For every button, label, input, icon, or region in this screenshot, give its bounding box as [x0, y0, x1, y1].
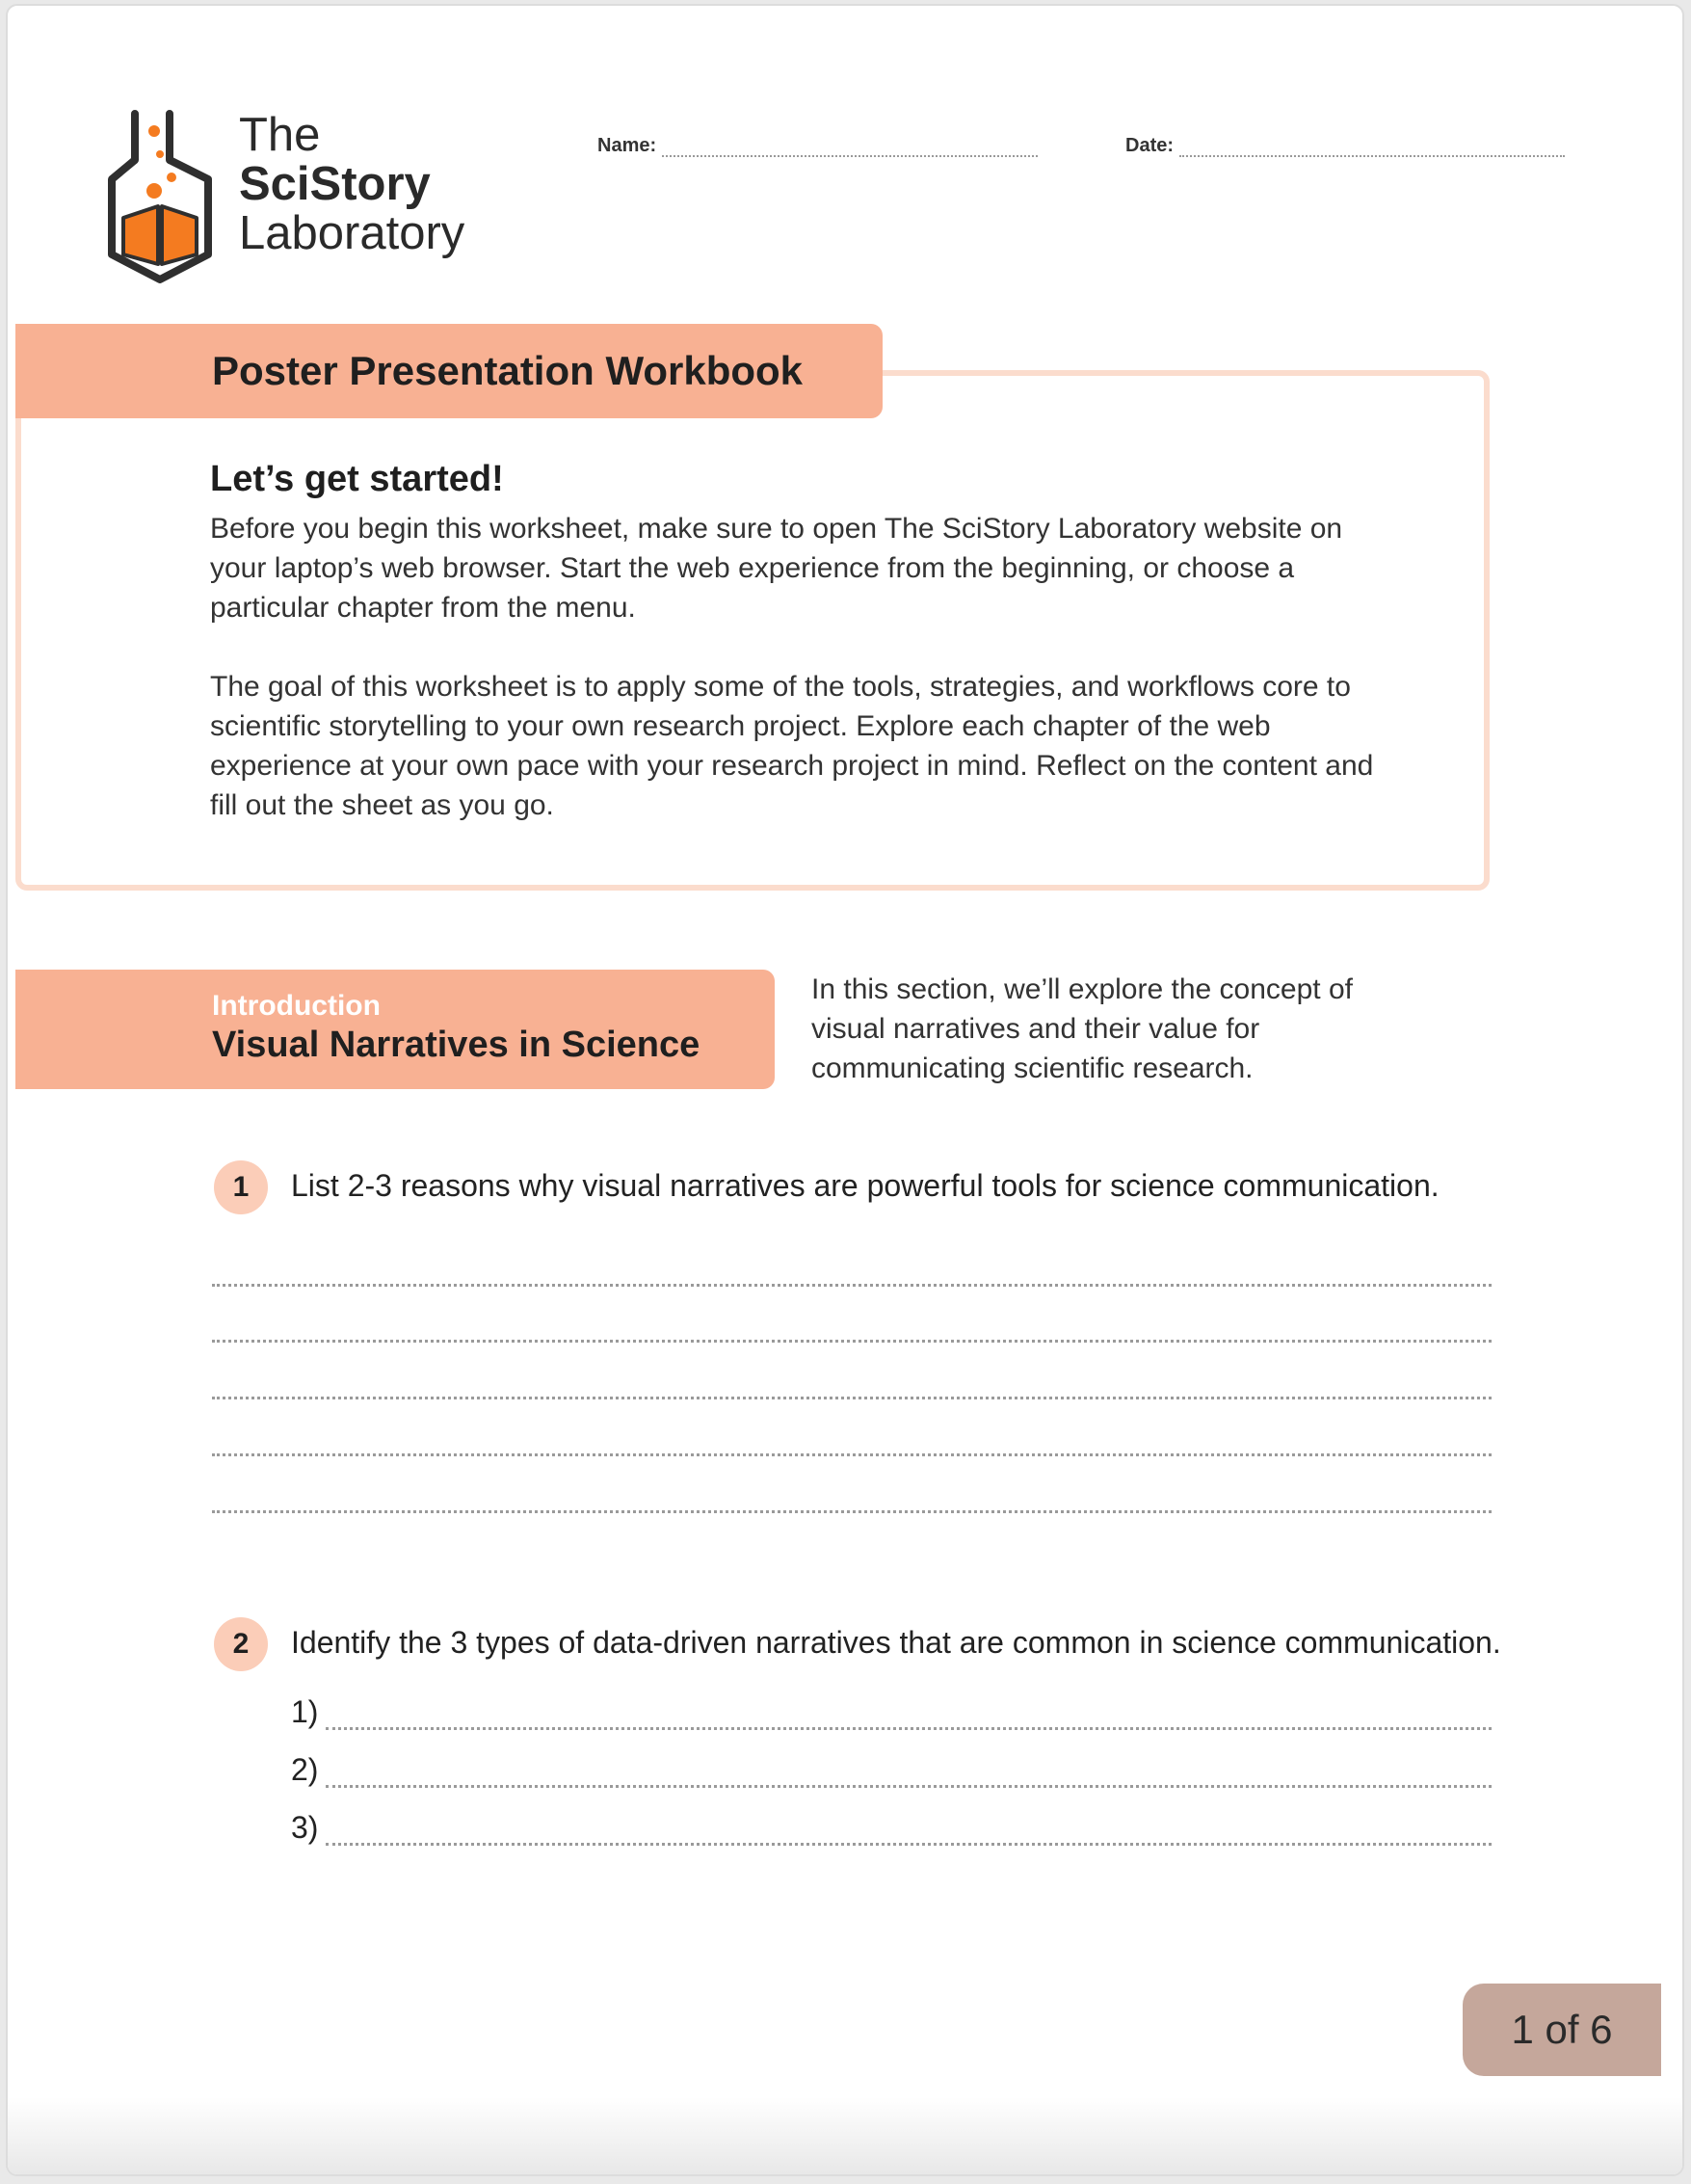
answer-line[interactable]	[326, 1704, 1492, 1730]
answer-item-label: 3)	[291, 1810, 319, 1845]
date-field[interactable]	[1125, 135, 1565, 157]
intro-paragraph-1: Before you begin this worksheet, make sure to open The SciStory Laboratory website on your laptop’s web browser. Start the web experience from the beginning, or choose a particular chapter from the menu.	[210, 513, 1343, 624]
section-header	[15, 970, 775, 1089]
answer-line[interactable]	[326, 1762, 1492, 1788]
intro-heading: Let’s get started!	[210, 459, 504, 499]
question-2-text: Identify the 3 types of data-driven narratives that are common in science communication.	[291, 1625, 1501, 1660]
answer-item-2[interactable]	[291, 1752, 1492, 1788]
workbook-title: Poster Presentation Workbook	[15, 324, 883, 418]
answer-line[interactable]	[326, 1820, 1492, 1846]
logo-line-laboratory: Laboratory	[239, 207, 465, 259]
answer-item-1[interactable]	[291, 1694, 1492, 1730]
question-1-text: List 2-3 reasons why visual narratives are powerful tools for science communication.	[291, 1168, 1440, 1203]
worksheet-page	[6, 4, 1684, 2176]
date-input-line[interactable]	[1179, 138, 1565, 157]
answer-line[interactable]	[212, 1397, 1492, 1399]
name-label: Name:	[597, 135, 657, 156]
page-indicator: 1 of 6	[1463, 1984, 1661, 2076]
logo-line-the: The	[239, 109, 321, 161]
page-bottom-fade	[8, 2097, 1682, 2174]
logo-line-scistory: SciStory	[239, 158, 431, 210]
question-2-number: 2	[214, 1617, 268, 1671]
name-field[interactable]	[597, 135, 1038, 157]
answer-item-label: 2)	[291, 1752, 319, 1787]
section-kicker: Introduction	[212, 990, 381, 1022]
answer-line[interactable]	[212, 1453, 1492, 1456]
flask-book-icon	[104, 110, 229, 283]
answer-line[interactable]	[212, 1284, 1492, 1287]
answer-line[interactable]	[212, 1340, 1492, 1343]
answer-line[interactable]	[212, 1510, 1492, 1513]
answer-item-label: 1)	[291, 1694, 319, 1729]
logo	[104, 110, 489, 283]
intro-paragraph-2: The goal of this worksheet is to apply some of the tools, strategies, and workflows core to scientific storytelling to your own research project. Explore each chapter of the web experience at your own pace with your research project in mind. Reflect on the content and fill out the sheet as you go.	[210, 671, 1374, 821]
section-title: Visual Narratives in Science	[212, 1025, 700, 1065]
section-description: In this section, we’ll explore the concept of visual narratives and their value for communicating scientific research.	[811, 973, 1353, 1084]
name-input-line[interactable]	[662, 138, 1038, 157]
logo-wordmark	[239, 110, 464, 257]
answer-item-3[interactable]	[291, 1810, 1492, 1846]
question-1-number: 1	[214, 1160, 268, 1214]
date-label: Date:	[1125, 135, 1175, 156]
